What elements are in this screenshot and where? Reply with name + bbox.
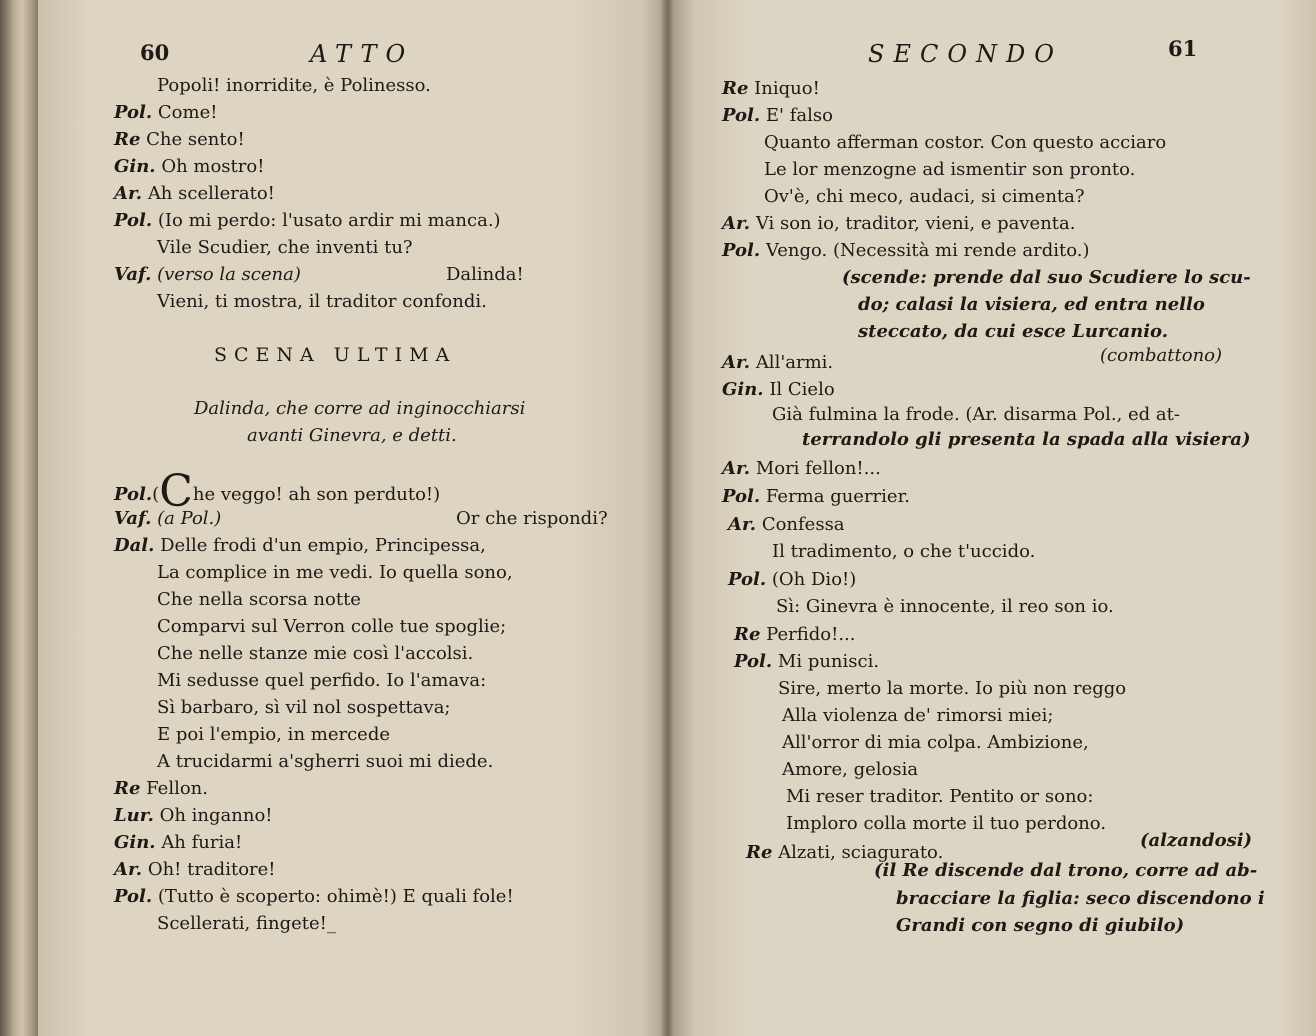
running-header: ATTO xyxy=(310,40,415,68)
stage-direction: avanti Ginevra, e detti. xyxy=(247,425,457,446)
verse-line: Amore, gelosia xyxy=(782,759,919,780)
verse-line: Pol. E' falso xyxy=(722,105,833,126)
speaker-label: Gin. xyxy=(722,379,764,400)
verse-line-right: Dalinda! xyxy=(446,264,524,285)
verse-line: Popoli! inorridite, è Polinesso. xyxy=(157,75,431,96)
verse-line: Dal. Delle frodi d'un empio, Principessa, xyxy=(114,535,486,556)
stage-direction: bracciare la figlia: seco discendono i xyxy=(896,888,1265,909)
stage-direction: do; calasi la visiera, ed entra nello xyxy=(858,294,1205,315)
speaker-label: Ar. xyxy=(114,183,143,204)
speaker-label: Ar. xyxy=(114,859,143,880)
speaker-label: Pol. xyxy=(734,651,773,672)
speaker-label: Re xyxy=(114,129,141,150)
speaker-label: Re xyxy=(734,624,761,645)
verse-line: Imploro colla morte il tuo perdono. xyxy=(786,813,1107,834)
verse-line: E poi l'empio, in mercede xyxy=(157,724,390,745)
verse-line: Alla violenza de' rimorsi miei; xyxy=(782,705,1054,726)
speaker-label: Pol. xyxy=(114,102,153,123)
verse-line: Quanto afferman costor. Con questo acciaro xyxy=(764,132,1167,153)
speaker-label: Vaf. xyxy=(114,508,152,529)
book-edge xyxy=(0,0,40,1036)
verse-line: Ar. Oh! traditore! xyxy=(114,859,276,880)
verse-line: Gin. Ah furia! xyxy=(114,832,243,853)
stage-direction: steccato, da cui esce Lurcanio. xyxy=(858,321,1168,342)
speaker-label: Ar. xyxy=(722,458,751,479)
verse-line: Pol. (Io mi perdo: l'usato ardir mi manca.) xyxy=(114,210,501,231)
verse-line: Re Iniquo! xyxy=(722,78,820,99)
verse-line: Gin. Oh mostro! xyxy=(114,156,265,177)
stage-direction: (il Re discende dal trono, corre ad ab- xyxy=(874,860,1258,881)
verse-line: Mi sedusse quel perfido. Io l'amava: xyxy=(157,670,487,691)
speaker-label: Ar. xyxy=(728,514,757,535)
page-number: 60 xyxy=(140,40,170,65)
verse-line: Pol. Ferma guerrier. xyxy=(722,486,910,507)
verse-line-right: Or che rispondi? xyxy=(456,508,608,529)
page-number: 61 xyxy=(1168,36,1198,61)
speaker-label: Pol. xyxy=(722,486,761,507)
speaker-label: Lur. xyxy=(114,805,154,826)
right-page xyxy=(668,0,1316,1036)
verse-line: Sire, merto la morte. Io più non reggo xyxy=(778,678,1127,699)
verse-line: Già fulmina la frode. (Ar. disarma Pol., ed at- xyxy=(772,404,1180,425)
verse-line: Vile Scudier, che inventi tu? xyxy=(157,237,413,258)
book-gutter xyxy=(660,0,674,1036)
verse-line: Pol. Vengo. (Necessità mi rende ardito.) xyxy=(722,240,1090,261)
scene-title: SCENA ULTIMA xyxy=(214,344,457,366)
speaker-label: Re xyxy=(114,778,141,799)
verse-line: Pol. Mi punisci. xyxy=(734,651,880,672)
verse-line: Ar. Confessa xyxy=(728,514,845,535)
verse-line: Pol. (Tutto è scoperto: ohimè!) E quali fole! xyxy=(114,886,514,907)
verse-line: Ar. Ah scellerato! xyxy=(114,183,275,204)
verse-line: Gin. Il Cielo xyxy=(722,379,835,400)
verse-line: Vaf. (verso la scena) xyxy=(114,264,301,285)
speaker-label: Vaf. xyxy=(114,264,152,285)
speaker-label: Pol. xyxy=(114,210,153,231)
speaker-label: Pol. xyxy=(722,105,761,126)
running-header: SECONDO xyxy=(868,40,1063,68)
verse-line: Comparvi sul Verron colle tue spoglie; xyxy=(157,616,507,637)
verse-line: Re Perfido!... xyxy=(734,624,856,645)
verse-line: Re Alzati, sciagurato. xyxy=(746,842,944,863)
verse-line: Sì: Ginevra è innocente, il reo son io. xyxy=(776,596,1114,617)
verse-line: Il tradimento, o che t'uccido. xyxy=(772,541,1036,562)
verse-line: Ar. Mori fellon!... xyxy=(722,458,881,479)
verse-line: Ov'è, chi meco, audaci, si cimenta? xyxy=(764,186,1085,207)
stage-direction: Grandi con segno di giubilo) xyxy=(896,915,1185,936)
verse-line: Re Fellon. xyxy=(114,778,208,799)
left-page xyxy=(38,0,668,1036)
verse-line: All'orror di mia colpa. Ambizione, xyxy=(782,732,1089,753)
speaker-label: Gin. xyxy=(114,832,156,853)
verse-line: Re Che sento! xyxy=(114,129,245,150)
verse-line: Vieni, ti mostra, il traditor confondi. xyxy=(157,291,487,312)
speaker-label: Pol. xyxy=(722,240,761,261)
verse-line: Pol. Come! xyxy=(114,102,218,123)
verse-line-right: (combattono) xyxy=(1100,345,1223,366)
verse-line: Ar. All'armi. xyxy=(722,352,834,373)
verse-line: A trucidarmi a'sgherri suoi mi diede. xyxy=(157,751,494,772)
speaker-label: Re xyxy=(746,842,773,863)
verse-line: Pol. (Oh Dio!) xyxy=(728,569,857,590)
drop-cap: C xyxy=(159,466,193,517)
speaker-label: Ar. xyxy=(722,213,751,234)
stage-direction: (scende: prende dal suo Scudiere lo scu- xyxy=(842,267,1251,288)
verse-line: Mi reser traditor. Pentito or sono: xyxy=(786,786,1094,807)
speaker-label: Pol. xyxy=(114,886,153,907)
verse-line: Scellerati, fingete!_ xyxy=(157,913,336,934)
verse-line-right: (alzandosi) xyxy=(1140,830,1253,851)
stage-direction: Dalinda, che corre ad inginocchiarsi xyxy=(194,398,526,419)
speaker-label: Ar. xyxy=(722,352,751,373)
verse-line: Ar. Vi son io, traditor, vieni, e paventa. xyxy=(722,213,1076,234)
stage-direction: terrandolo gli presenta la spada alla visiera) xyxy=(802,429,1251,450)
verse-line: La complice in me vedi. Io quella sono, xyxy=(157,562,513,583)
verse-line: Che nelle stanze mie così l'accolsi. xyxy=(157,643,474,664)
verse-line: Sì barbaro, sì vil nol sospettava; xyxy=(157,697,451,718)
verse-line: Che nella scorsa notte xyxy=(157,589,361,610)
verse-line: Le lor menzogne ad ismentir son pronto. xyxy=(764,159,1136,180)
speaker-label: Re xyxy=(722,78,749,99)
speaker-label: Gin. xyxy=(114,156,156,177)
speaker-label: Pol. xyxy=(114,484,153,505)
verse-line: Vaf. (a Pol.) xyxy=(114,508,222,529)
verse-line: Pol.(Che veggo! ah son perduto!) xyxy=(114,466,441,517)
speaker-label: Dal. xyxy=(114,535,155,556)
verse-line: Lur. Oh inganno! xyxy=(114,805,273,826)
speaker-label: Pol. xyxy=(728,569,767,590)
